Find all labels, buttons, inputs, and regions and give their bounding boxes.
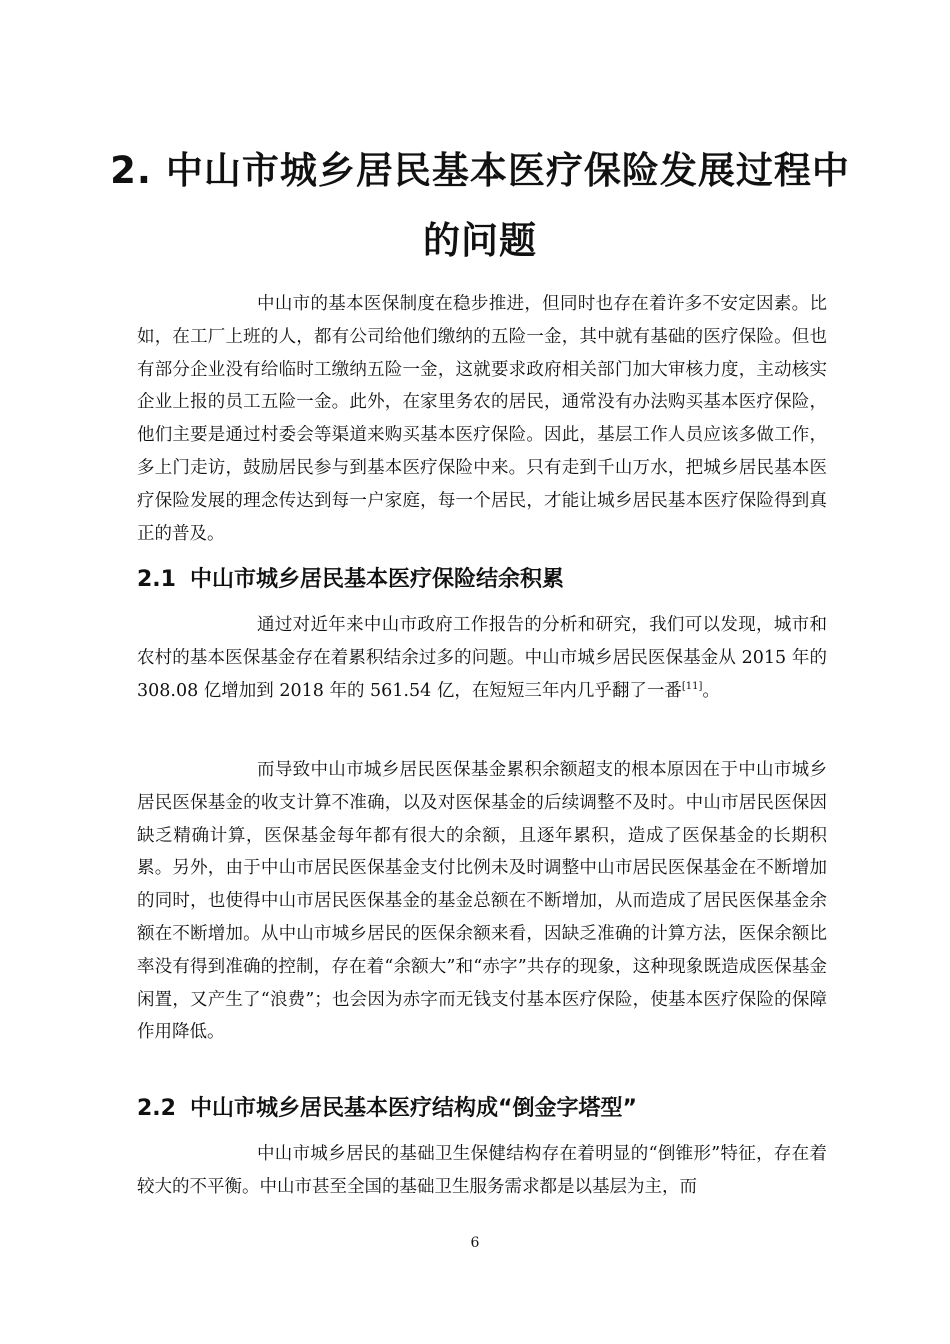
citation-reference: [11] — [681, 680, 703, 692]
section-number: 2.2 — [137, 1096, 176, 1121]
paragraph-end: 。 — [702, 680, 720, 701]
section-title: 中山市城乡居民基本医疗保险结余积累 — [189, 567, 564, 592]
chapter-title-line-1: 2. 中山市城乡居民基本医疗保险发展过程中 — [110, 149, 850, 192]
section-2-2-heading — [137, 1094, 837, 1124]
section-number: 2.1 — [137, 567, 176, 592]
section-title: 中山市城乡居民基本医疗结构成“倒金字塔型” — [189, 1096, 637, 1121]
section-2-1-heading — [137, 565, 837, 595]
section-2-1-paragraph-1 — [137, 609, 827, 707]
paragraph-text: 通过对近年来中山市政府工作报告的分析和研究，我们可以发现，城市和农村的基本医保基金存在着累积结余过多的问题。中山市城乡居民医保基金从 2015 年的 308.08 亿增加到 2018 年的 561.54 亿，在短短三年内几乎翻了一番 — [137, 615, 827, 701]
page-number: 6 — [470, 1235, 480, 1251]
chapter-title-line-2: 的问题 — [423, 219, 537, 262]
intro-paragraph: 中山市的基本医保制度在稳步推进，但同时也存在着许多不安定因素。比如，在工厂上班的人，都有公司给他们缴纳的五险一金，其中就有基础的医疗保险。但也有部分企业没有给临时工缴纳五险一金，这就要求政府相关部门加大审核力度，主动核实企业上报的员工五险一金。此外，在家里务农的居民，通常没有办法购买基本医疗保险，他们主要是通过村委会等渠道来购买基本医疗保险。因此，基层工作人员应该多做工作，多上门走访，鼓励居民参与到基本医疗保险中来。只有走到千山万水，把城乡居民基本医疗保险发展的理念传达到每一户家庭，每一个居民，才能让城乡居民基本医疗保险得到真正的普及。 — [137, 294, 827, 544]
section-2-2-paragraph-1: 中山市城乡居民的基础卫生保健结构存在着明显的“倒锥形”特征，存在着较大的不平衡。中山市甚至全国的基础卫生服务需求都是以基层为主，而 — [137, 1144, 827, 1197]
section-2-1-paragraph-2: 而导致中山市城乡居民医保基金累积余额超支的根本原因在于中山市城乡居民医保基金的收支计算不准确，以及对医保基金的后续调整不及时。中山市居民医保因缺乏精确计算，医保基金每年都有很大的余额，且逐年累积，造成了医保基金的长期积累。另外，由于中山市居民医保基金支付比例未及时调整中山市居民医保基金在不断增加的同时，也使得中山市居民医保基金的基金总额在不断增加，从而造成了居民医保基金余额在不断增加。从中山市城乡居民的医保余额来看，因缺乏准确的计算方法，医保余额比率没有得到准确的控制，存在着“余额大”和“赤字”共存的现象，这种现象既造成医保基金闲置，又产生了“浪费”；也会因为赤字而无钱支付基本医疗保险，使基本医疗保险的保障作用降低。 — [137, 760, 827, 1043]
